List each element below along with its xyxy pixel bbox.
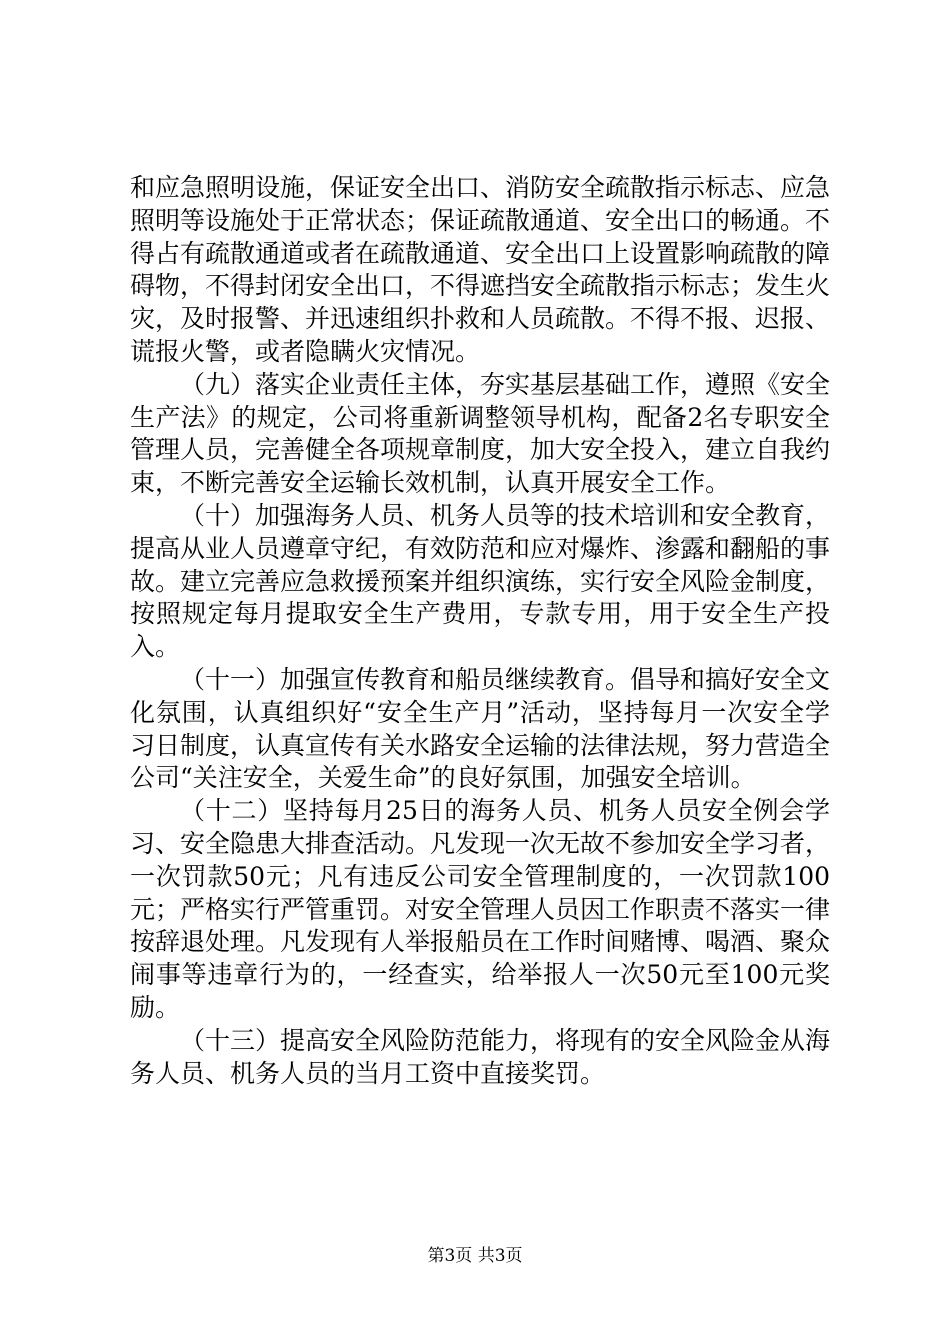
paragraph-item-10: （十）加强海务人员、机务人员等的技术培训和安全教育，提高从业人员遵章守纪，有效防范和应对爆炸、渗露和翻船的事故。建立完善应急救援预案并组织演练，实行安全风险金制度，按照规定每月提取安全生产费用，专款专用，用于安全生产投入。 (130, 500, 831, 662)
page-number-footer: 第3页 共3页 (427, 1246, 523, 1266)
document-body (130, 172, 830, 1090)
paragraph-item-13: （十三）提高安全风险防范能力，将现有的安全风险金从海务人员、机务人员的当月工资中直接奖罚。 (130, 1025, 831, 1088)
paragraph-continuation: 和应急照明设施，保证安全出口、消防安全疏散指示标志、应急照明等设施处于正常状态；保证疏散通道、安全出口的畅通。不得占有疏散通道或者在疏散通道、安全出口上设置影响疏散的障碍物，不得封闭安全出口，不得遮挡安全疏散指示标志；发生火灾，及时报警、并迅速组织扑救和人员疏散。不得不报、迟报、谎报火警，或者隐瞒火灾情况。 (130, 173, 831, 366)
paragraph-item-12: （十二）坚持每月25日的海务人员、机务人员安全例会学习、安全隐患大排查活动。凡发现一次无故不参加安全学习者，一次罚款50元；凡有违反公司安全管理制度的，一次罚款100元；严格实行严管重罚。对安全管理人员因工作职责不落实一律按辞退处理。凡发现有人举报船员在工作时间赌博、喝酒、聚众闹事等违章行为的，一经查实，给举报人一次50元至100元奖励。 (130, 796, 831, 1022)
paragraph-item-11: （十一）加强宣传教育和船员继续教育。倡导和搞好安全文化氛围，认真组织好“安全生产月”活动，坚持每月一次安全学习日制度，认真宣传有关水路安全运输的法律法规，努力营造全公司“关注安全，关爱生命”的良好氛围，加强安全培训。 (130, 664, 831, 793)
paragraph-item-9: （九）落实企业责任主体，夯实基层基础工作，遵照《安全生产法》的规定，公司将重新调整领导机构，配备2名专职安全管理人员，完善健全各项规章制度，加大安全投入，建立自我约束，不断完善安全运输长效机制，认真开展安全工作。 (130, 369, 831, 498)
